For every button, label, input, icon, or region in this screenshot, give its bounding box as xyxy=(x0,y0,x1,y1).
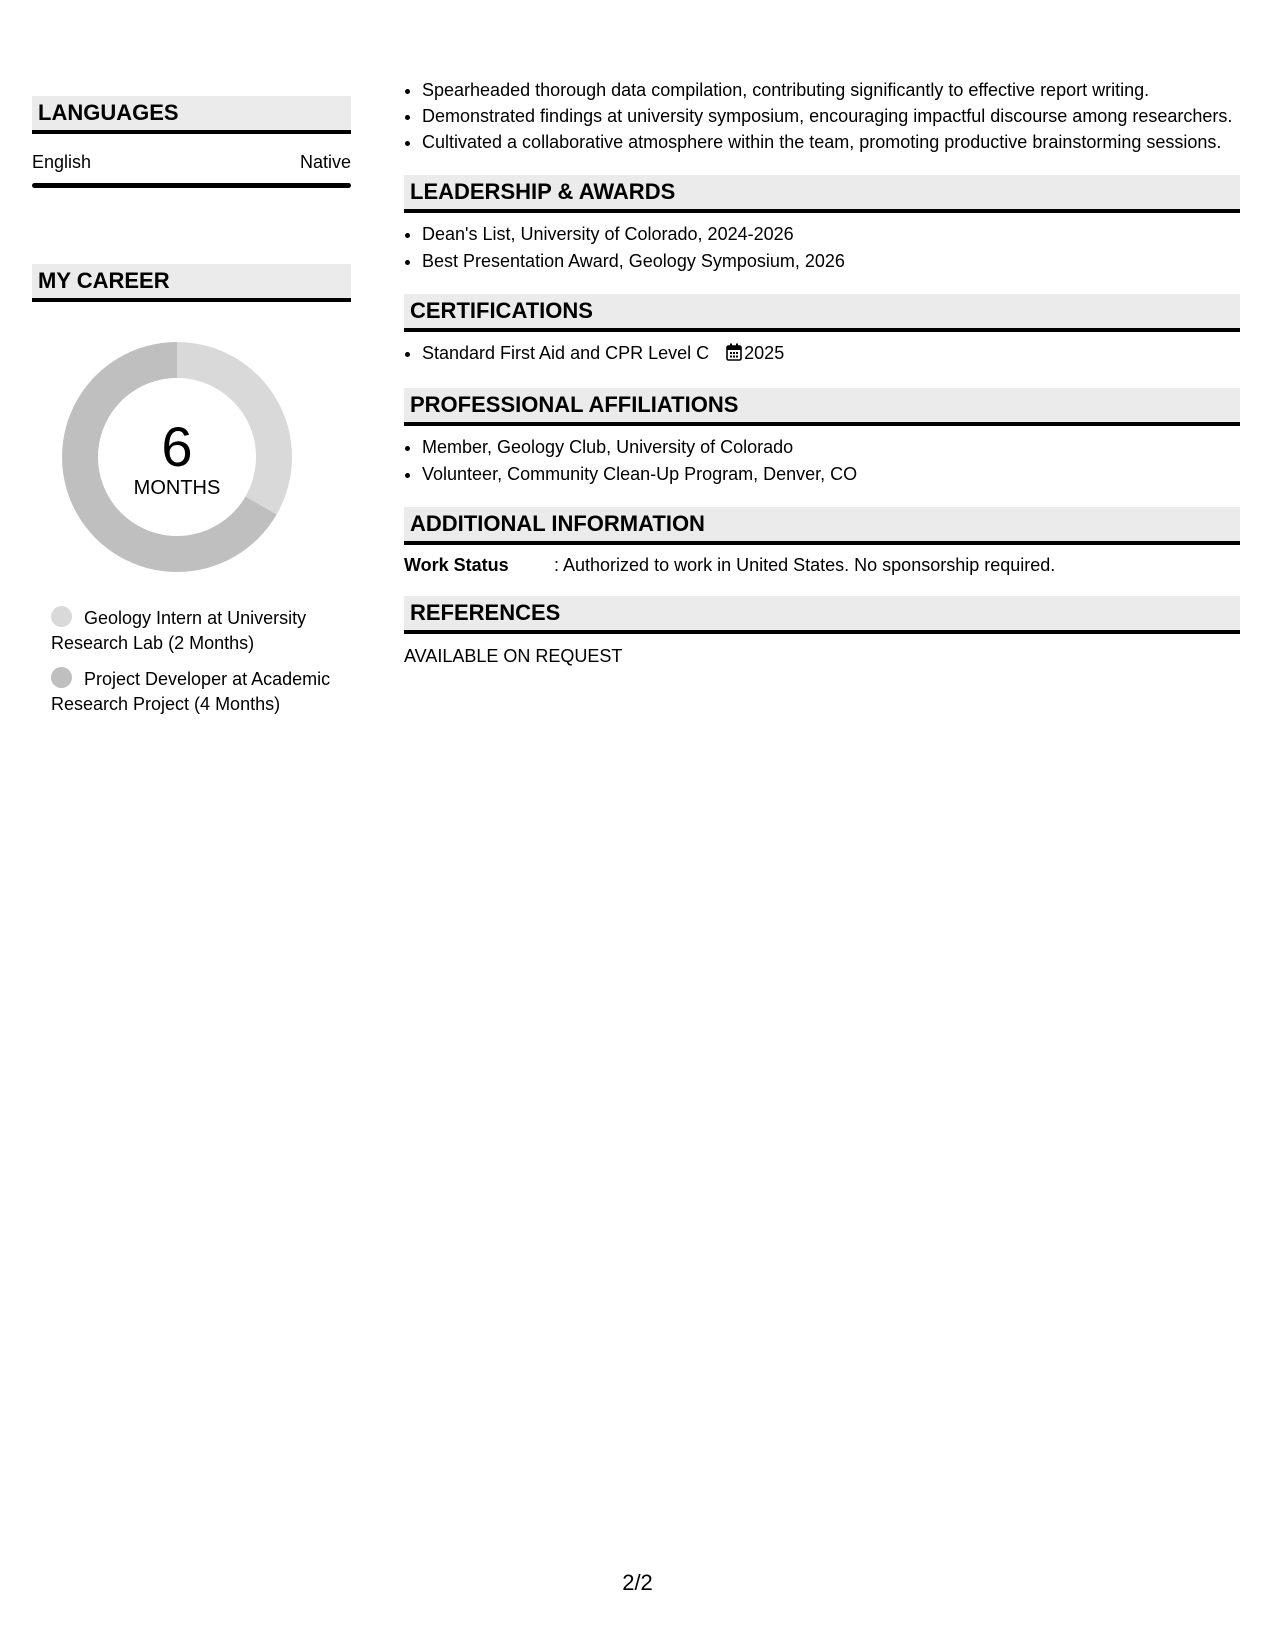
certifications-list xyxy=(404,341,1240,368)
certifications-heading: CERTIFICATIONS xyxy=(404,294,1240,332)
list-item: • Dean's List, University of Colorado, 2024-2026 xyxy=(422,222,1240,247)
career-heading: MY CAREER xyxy=(32,264,351,302)
legend-item xyxy=(51,606,331,656)
list-item: • Member, Geology Club, University of Colorado xyxy=(422,435,1240,460)
additional-info-section xyxy=(404,507,1240,576)
leadership-heading: LEADERSHIP & AWARDS xyxy=(404,175,1240,213)
experience-bullets xyxy=(404,78,1240,155)
legend-label: Project Developer at Academic Research Project (4 Months) xyxy=(51,669,331,714)
donut-total-number: 6 xyxy=(161,415,193,478)
work-status-row xyxy=(404,555,1240,576)
languages-section xyxy=(32,96,351,188)
leadership-list xyxy=(404,222,1240,274)
career-legend xyxy=(51,606,351,717)
sidebar xyxy=(32,96,351,728)
additional-info-heading: ADDITIONAL INFORMATION xyxy=(404,507,1240,545)
page-number: 2/2 xyxy=(622,1570,653,1595)
career-donut-chart xyxy=(62,342,292,572)
references-heading: REFERENCES xyxy=(404,596,1240,634)
legend-dot-light xyxy=(51,606,72,627)
list-item: • Best Presentation Award, Geology Symposium, 2026 xyxy=(422,249,1240,274)
donut-total-unit: MONTHS xyxy=(133,477,221,499)
work-status-value: : Authorized to work in United States. No sponsorship required. xyxy=(554,555,1056,575)
certifications-section xyxy=(404,294,1240,368)
list-item: • Spearheaded thorough data compilation, contributing significantly to effective report writing. xyxy=(422,78,1240,103)
language-row xyxy=(32,152,351,183)
leadership-section xyxy=(404,175,1240,274)
affiliations-section xyxy=(404,388,1240,487)
affiliations-heading: PROFESSIONAL AFFILIATIONS xyxy=(404,388,1240,426)
list-item: • Demonstrated findings at university symposium, encouraging impactful discourse among researchers. xyxy=(422,104,1240,129)
donut-center xyxy=(62,342,292,572)
languages-heading: LANGUAGES xyxy=(32,96,351,134)
certification-name: Standard First Aid and CPR Level C xyxy=(422,343,710,363)
calendar-icon xyxy=(726,343,742,368)
main-column xyxy=(404,78,1240,667)
list-item: • Volunteer, Community Clean-Up Program, Denver, CO xyxy=(422,462,1240,487)
legend-label: Geology Intern at University Research Lab (2 Months) xyxy=(51,608,307,653)
language-level-bar xyxy=(32,183,351,188)
work-status-label: Work Status xyxy=(404,555,509,575)
legend-dot-dark xyxy=(51,667,72,688)
list-item xyxy=(422,341,1240,368)
career-section xyxy=(32,264,351,717)
language-name: English xyxy=(32,152,92,172)
certification-year: 2025 xyxy=(744,343,785,363)
list-item: • Cultivated a collaborative atmosphere within the team, promoting productive brainstorming sessions. xyxy=(422,130,1240,155)
references-section xyxy=(404,596,1240,667)
language-level: Native xyxy=(299,152,351,172)
legend-item xyxy=(51,667,331,717)
affiliations-list xyxy=(404,435,1240,487)
references-text: AVAILABLE ON REQUEST xyxy=(404,646,623,666)
